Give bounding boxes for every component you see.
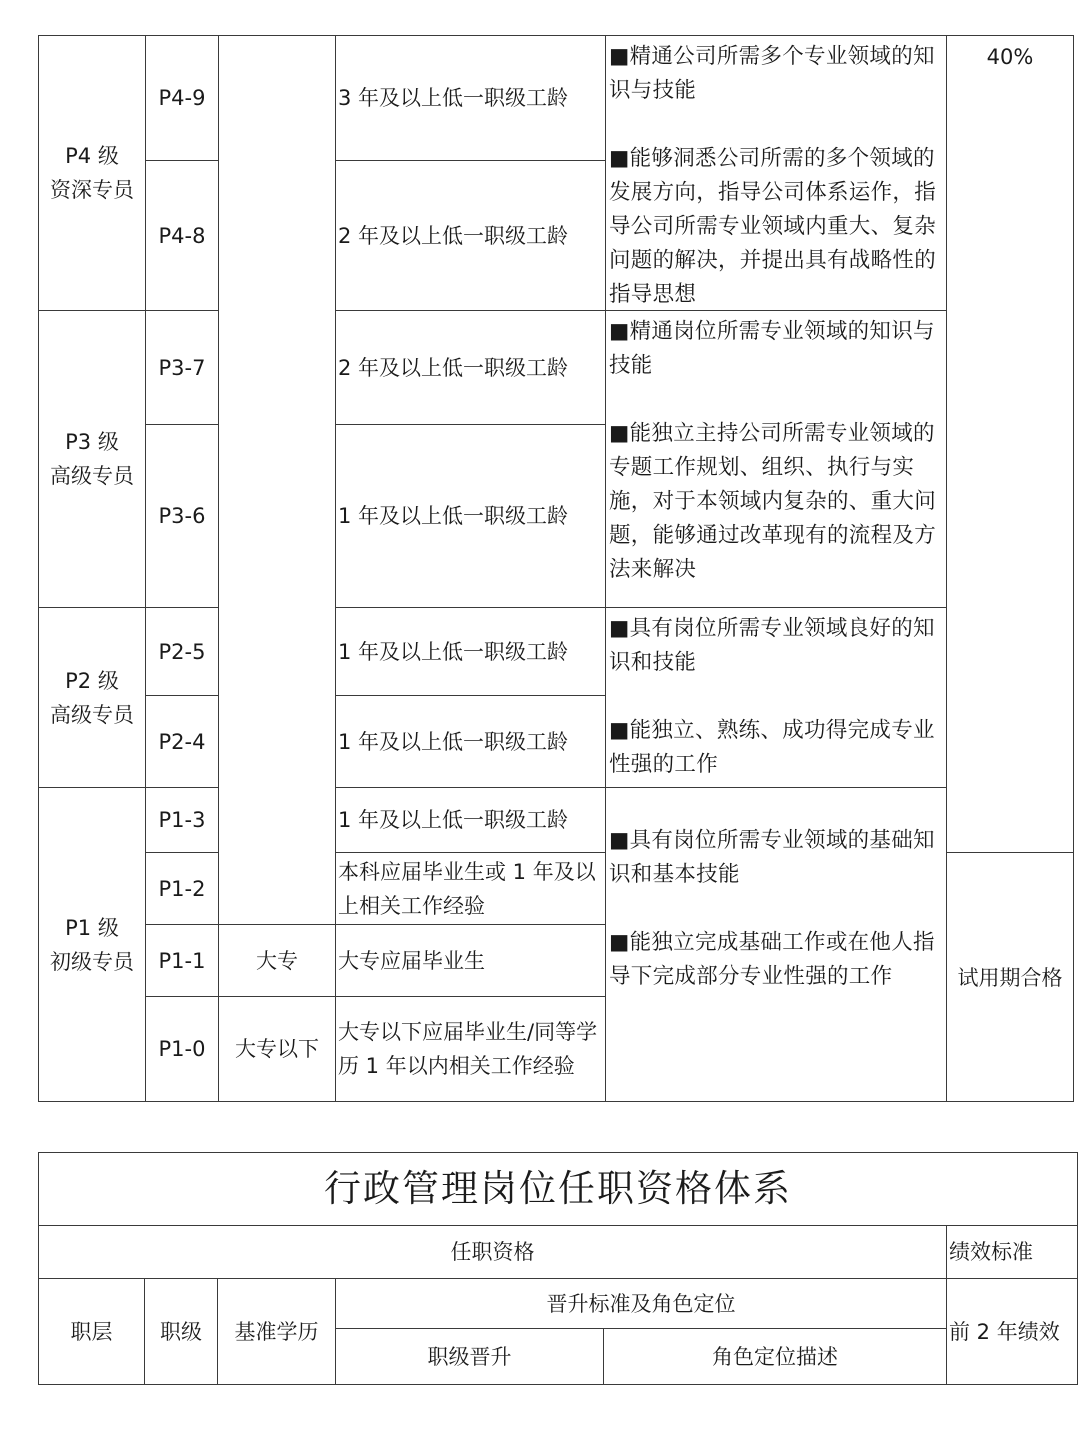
promotion-p1-1-cell <box>335 924 606 997</box>
promotion-p1-0: 大专以下应届毕业生/同等学历 1 年以内相关工作经验 <box>338 1020 598 1078</box>
level-p4-cell <box>38 35 146 311</box>
level-p4-label: P4 级 资深专员 <box>50 144 134 202</box>
education-p1-0: 大专以下 <box>235 1037 319 1061</box>
grade-p1-3: P1-3 <box>158 808 206 832</box>
col-promotion-cell <box>335 1328 604 1385</box>
promotion-p2-4-cell <box>335 695 606 788</box>
education-p1-0-cell <box>218 996 336 1102</box>
role-p4-knowledge: ■精通公司所需多个专业领域的知识与技能 <box>609 44 935 103</box>
qualification-header: 任职资格 <box>450 1240 535 1264</box>
col-role-header: 角色定位描述 <box>712 1344 838 1369</box>
grade-p4-8: P4-8 <box>158 223 206 248</box>
level-p1-cell <box>38 787 146 1102</box>
grade-p1-3-cell <box>145 787 219 853</box>
grade-p1-2-cell <box>145 852 219 925</box>
role-p3-knowledge: ■精通岗位所需专业领域的知识与技能 <box>609 319 935 378</box>
grade-p1-0-cell <box>145 996 219 1102</box>
grade-p3-6: P3-6 <box>158 504 206 528</box>
promotion-p4-9: 3 年及以上低一职级工龄 <box>338 86 569 110</box>
performance-standard-cell <box>946 1225 1078 1279</box>
grade-p1-0: P1-0 <box>158 1037 206 1061</box>
grade-p4-8-cell <box>145 160 219 311</box>
education-merged-cell <box>218 35 336 925</box>
performance-upper-cell <box>946 35 1074 853</box>
col-grade-cell <box>144 1278 218 1385</box>
table-title-cell <box>38 1152 1078 1226</box>
promotion-p4-8-cell <box>335 160 606 311</box>
role-p3-cell <box>605 310 947 608</box>
role-p2-ability: ■能独立、熟练、成功得完成专业性强的工作 <box>609 718 935 777</box>
col-promotion-header: 职级晋升 <box>427 1344 512 1369</box>
qualification-cell <box>38 1225 947 1279</box>
promotion-p3-6: 1 年及以上低一职级工龄 <box>338 504 569 528</box>
performance-lower-cell <box>946 852 1074 1102</box>
level-p2-cell <box>38 607 146 788</box>
role-p3-ability: ■能独立主持公司所需专业领域的专题工作规划、组织、执行与实施，对于本领域内复杂的、重大问题，能够通过改革现有的流程及方法来解决 <box>609 421 937 582</box>
level-p2-label: P2 级 高级专员 <box>50 668 134 727</box>
grade-p1-2: P1-2 <box>158 876 206 901</box>
grade-p2-5-cell <box>145 607 219 696</box>
col-promotion-role-header: 晋升标准及角色定位 <box>546 1291 736 1316</box>
promotion-p4-9-cell <box>335 35 606 161</box>
col-promotion-role-cell <box>335 1278 947 1329</box>
promotion-p1-1: 大专应届毕业生 <box>338 948 485 973</box>
col-education-cell <box>217 1278 336 1385</box>
promotion-p4-8: 2 年及以上低一职级工龄 <box>338 223 569 248</box>
promotion-p2-4: 1 年及以上低一职级工龄 <box>338 729 569 754</box>
promotion-p1-0-cell <box>335 996 606 1102</box>
promotion-p1-2: 本科应届毕业生或 1 年及以上相关工作经验 <box>338 859 596 918</box>
role-p1-ability: ■能独立完成基础工作或在他人指导下完成部分专业性强的工作 <box>609 930 935 989</box>
grade-p2-4-cell <box>145 695 219 788</box>
level-p3-cell <box>38 310 146 608</box>
grade-p1-1: P1-1 <box>158 948 206 973</box>
promotion-p3-7: 2 年及以上低一职级工龄 <box>338 355 569 380</box>
grade-p2-5: P2-5 <box>158 639 206 664</box>
education-p1-1-cell <box>218 924 336 997</box>
education-p1-1: 大专 <box>256 948 298 973</box>
performance-lower: 试用期合格 <box>957 966 1063 990</box>
grade-p3-7-cell <box>145 310 219 425</box>
promotion-p1-3-cell <box>335 787 606 853</box>
performance-standard-header: 绩效标准 <box>949 1240 1033 1264</box>
role-p1-knowledge: ■具有岗位所需专业领域的基础知识和基本技能 <box>609 828 935 887</box>
grade-p4-9: P4-9 <box>158 86 206 110</box>
level-p3-label: P3 级 高级专员 <box>50 430 134 488</box>
promotion-p3-6-cell <box>335 424 606 608</box>
role-p4-cell <box>605 35 947 311</box>
promotion-p2-5: 1 年及以上低一职级工龄 <box>338 639 569 664</box>
level-p1-label: P1 级 初级专员 <box>50 915 134 974</box>
table-title: 行政管理岗位任职资格体系 <box>324 1167 792 1210</box>
promotion-p1-3: 1 年及以上低一职级工龄 <box>338 808 569 832</box>
grade-p2-4: P2-4 <box>158 729 206 754</box>
promotion-p1-2-cell <box>335 852 606 925</box>
col-level-header: 职层 <box>70 1319 113 1344</box>
col-role-cell <box>603 1328 947 1385</box>
grade-p3-7: P3-7 <box>158 355 206 380</box>
role-p1-cell <box>605 787 947 1102</box>
promotion-p3-7-cell <box>335 310 606 425</box>
col-education-header: 基准学历 <box>234 1319 319 1344</box>
performance-upper: 40% <box>986 45 1034 69</box>
grade-p4-9-cell <box>145 35 219 161</box>
grade-p3-6-cell <box>145 424 219 608</box>
role-p2-knowledge: ■具有岗位所需专业领域良好的知识和技能 <box>609 616 935 675</box>
col-performance-cell <box>946 1278 1078 1385</box>
col-level-cell <box>38 1278 145 1385</box>
role-p4-ability: ■能够洞悉公司所需的多个领域的发展方向，指导公司体系运作，指导公司所需专业领域内重大、复杂问题的解决，并提出具有战略性的指导思想 <box>609 146 937 307</box>
promotion-p2-5-cell <box>335 607 606 696</box>
role-p2-cell <box>605 607 947 788</box>
grade-p1-1-cell <box>145 924 219 997</box>
col-performance-header: 前 2 年绩效 <box>949 1319 1060 1344</box>
col-grade-header: 职级 <box>160 1319 202 1344</box>
